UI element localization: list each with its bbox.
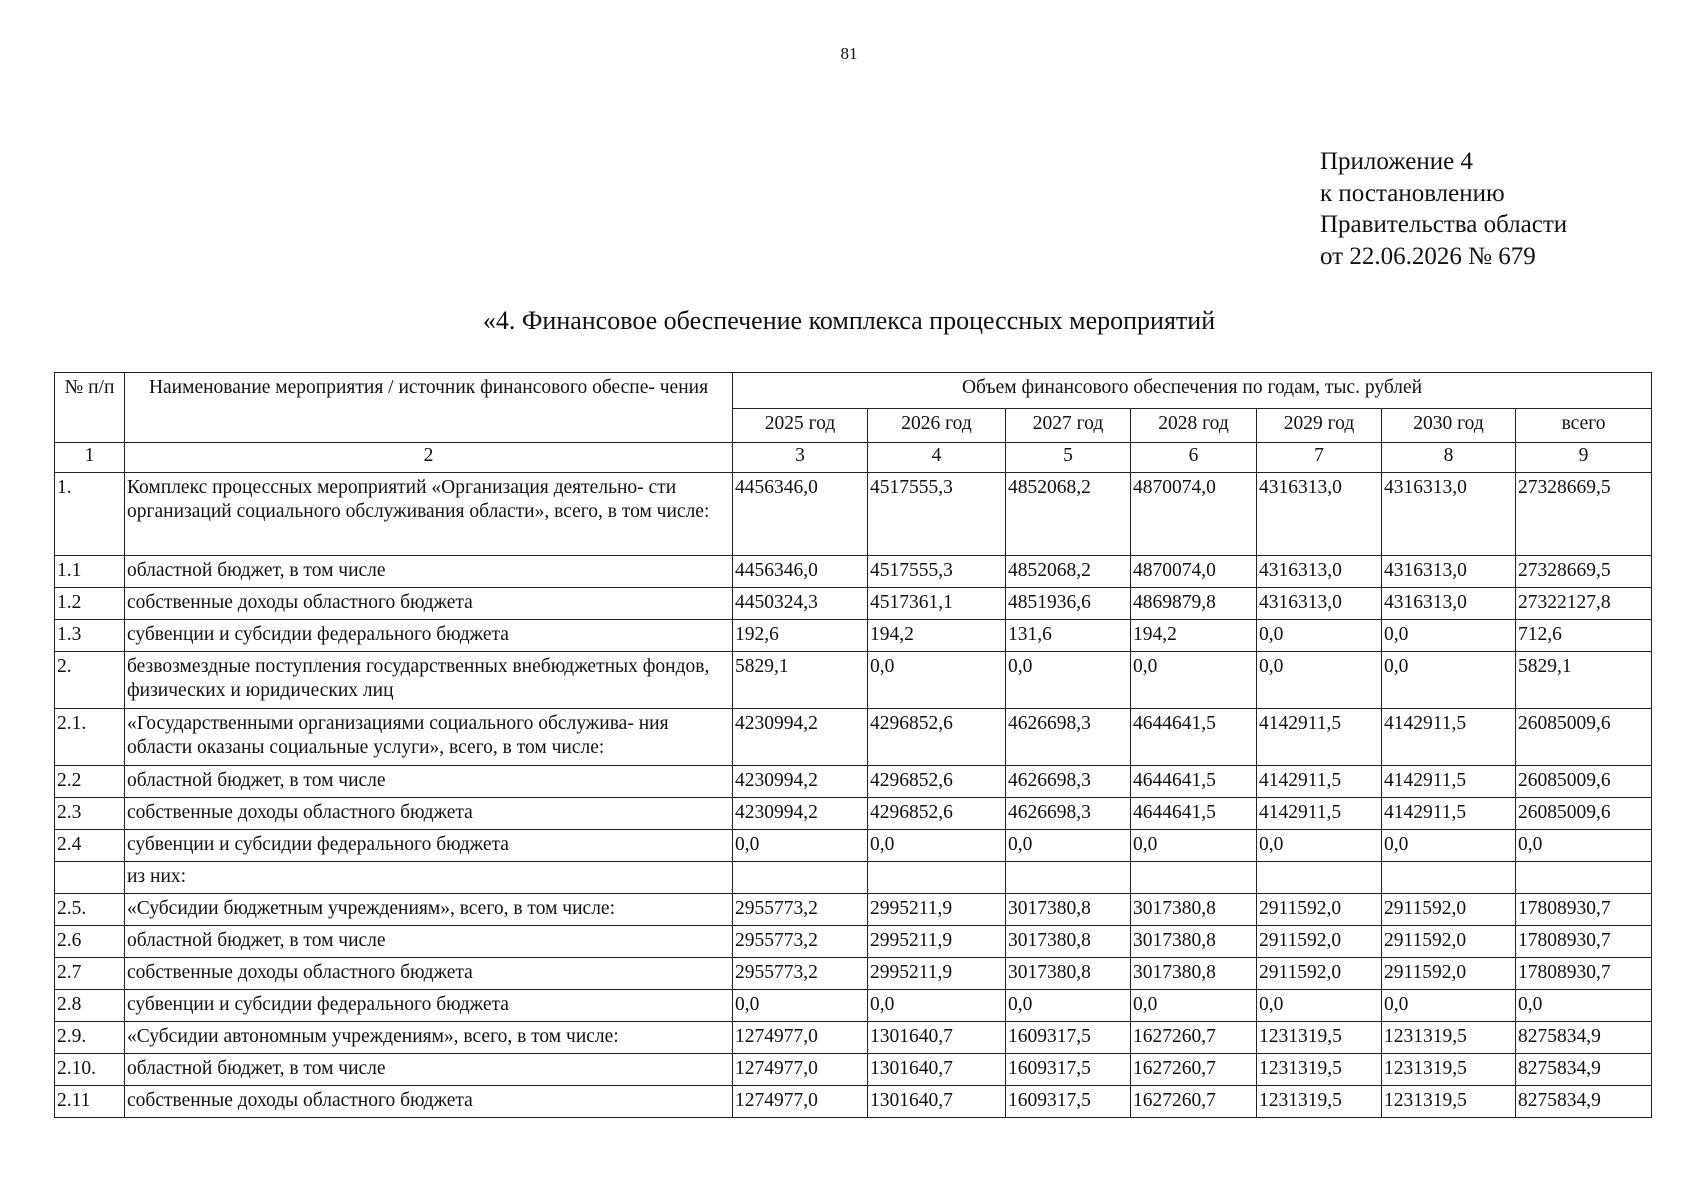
row-value-cell: 0,0 — [1257, 652, 1382, 709]
row-value-cell: 4626698,3 — [1006, 798, 1131, 830]
header-year: 2030 год — [1382, 409, 1516, 443]
row-name-cell: «Субсидии бюджетным учреждениям», всего, в том числе: — [125, 894, 733, 926]
row-value-cell: 4456346,0 — [733, 556, 868, 588]
row-total-cell: 27328669,5 — [1516, 473, 1652, 556]
row-value-cell: 1609317,5 — [1006, 1086, 1131, 1118]
table-row — [55, 1022, 1652, 1054]
row-name-cell: субвенции и субсидии федерального бюджета — [125, 830, 733, 862]
row-value-cell: 4142911,5 — [1382, 766, 1516, 798]
row-value-cell: 3017380,8 — [1006, 894, 1131, 926]
row-value-cell: 1231319,5 — [1382, 1054, 1516, 1086]
row-total-cell: 8275834,9 — [1516, 1022, 1652, 1054]
row-total-cell — [1516, 862, 1652, 894]
row-number-cell: 2.3 — [55, 798, 125, 830]
row-number-cell: 1. — [55, 473, 125, 556]
row-value-cell: 0,0 — [1006, 830, 1131, 862]
header-year: 2029 год — [1257, 409, 1382, 443]
table-row — [55, 894, 1652, 926]
header-total: всего — [1516, 409, 1652, 443]
row-number-cell: 2.11 — [55, 1086, 125, 1118]
row-value-cell: 0,0 — [868, 990, 1006, 1022]
row-number-cell: 2. — [55, 652, 125, 709]
row-value-cell: 2955773,2 — [733, 894, 868, 926]
header-year: 2028 год — [1131, 409, 1257, 443]
row-value-cell: 0,0 — [1257, 620, 1382, 652]
column-number-cell: 7 — [1257, 443, 1382, 473]
row-value-cell: 4626698,3 — [1006, 766, 1131, 798]
row-name-cell: областной бюджет, в том числе — [125, 1054, 733, 1086]
row-value-cell: 2911592,0 — [1257, 894, 1382, 926]
row-name-cell: Комплекс процессных мероприятий «Организация деятельно- сти организаций социального обслуживания области», всего, в том числе: — [125, 473, 733, 556]
row-total-cell: 8275834,9 — [1516, 1086, 1652, 1118]
row-value-cell: 4142911,5 — [1382, 709, 1516, 766]
row-value-cell — [1006, 862, 1131, 894]
row-value-cell: 4316313,0 — [1382, 473, 1516, 556]
row-value-cell: 4316313,0 — [1257, 556, 1382, 588]
row-value-cell — [1382, 862, 1516, 894]
header-num-col: № п/п — [55, 373, 125, 443]
row-value-cell: 4517555,3 — [868, 556, 1006, 588]
table-row — [55, 652, 1652, 709]
row-value-cell: 1231319,5 — [1257, 1054, 1382, 1086]
row-value-cell: 1609317,5 — [1006, 1054, 1131, 1086]
row-value-cell: 4517555,3 — [868, 473, 1006, 556]
row-value-cell: 2911592,0 — [1382, 894, 1516, 926]
appendix-line: Правительства области — [1320, 211, 1568, 238]
row-value-cell: 1274977,0 — [733, 1022, 868, 1054]
row-number-cell: 1.2 — [55, 588, 125, 620]
row-number-cell: 2.10. — [55, 1054, 125, 1086]
row-value-cell: 4870074,0 — [1131, 473, 1257, 556]
row-value-cell: 4296852,6 — [868, 709, 1006, 766]
row-value-cell: 131,6 — [1006, 620, 1131, 652]
column-number-cell: 8 — [1382, 443, 1516, 473]
column-number-row — [55, 443, 1652, 473]
row-value-cell: 2995211,9 — [868, 958, 1006, 990]
column-number-cell: 2 — [125, 443, 733, 473]
row-value-cell: 4852068,2 — [1006, 556, 1131, 588]
row-value-cell: 1301640,7 — [868, 1022, 1006, 1054]
row-number-cell: 2.7 — [55, 958, 125, 990]
row-value-cell: 194,2 — [1131, 620, 1257, 652]
row-value-cell: 4230994,2 — [733, 709, 868, 766]
row-value-cell: 3017380,8 — [1131, 926, 1257, 958]
row-value-cell: 4316313,0 — [1382, 588, 1516, 620]
table-row — [55, 830, 1652, 862]
row-value-cell: 4296852,6 — [868, 766, 1006, 798]
row-name-cell: «Государственными организациями социального обслужива- ния области оказаны социальные услуги», всего, в том числе: — [125, 709, 733, 766]
row-total-cell: 26085009,6 — [1516, 798, 1652, 830]
row-value-cell — [733, 862, 868, 894]
row-value-cell: 0,0 — [1257, 830, 1382, 862]
header-group: Объем финансового обеспечения по годам, тыс. рублей — [733, 373, 1652, 409]
row-value-cell: 2911592,0 — [1382, 926, 1516, 958]
table-row — [55, 709, 1652, 766]
row-total-cell: 0,0 — [1516, 830, 1652, 862]
row-name-cell: субвенции и субсидии федерального бюджета — [125, 620, 733, 652]
row-number-cell: 2.8 — [55, 990, 125, 1022]
row-value-cell — [868, 862, 1006, 894]
table-row — [55, 473, 1652, 556]
row-name-cell: областной бюджет, в том числе — [125, 556, 733, 588]
row-value-cell: 4230994,2 — [733, 766, 868, 798]
row-total-cell: 712,6 — [1516, 620, 1652, 652]
row-value-cell: 4142911,5 — [1257, 766, 1382, 798]
row-number-cell: 2.2 — [55, 766, 125, 798]
appendix-block — [1320, 146, 1567, 272]
row-value-cell: 3017380,8 — [1131, 894, 1257, 926]
row-value-cell: 1231319,5 — [1257, 1022, 1382, 1054]
row-value-cell: 1627260,7 — [1131, 1054, 1257, 1086]
row-value-cell: 1231319,5 — [1382, 1086, 1516, 1118]
row-value-cell: 0,0 — [868, 830, 1006, 862]
row-value-cell: 4626698,3 — [1006, 709, 1131, 766]
table-body — [55, 473, 1652, 1118]
row-value-cell: 2911592,0 — [1257, 926, 1382, 958]
column-number-cell: 3 — [733, 443, 868, 473]
column-number-cell: 6 — [1131, 443, 1257, 473]
row-number-cell: 2.4 — [55, 830, 125, 862]
row-value-cell: 0,0 — [1131, 652, 1257, 709]
row-total-cell: 17808930,7 — [1516, 894, 1652, 926]
row-value-cell: 1627260,7 — [1131, 1086, 1257, 1118]
row-value-cell: 1231319,5 — [1382, 1022, 1516, 1054]
row-value-cell: 2911592,0 — [1257, 958, 1382, 990]
row-value-cell: 4852068,2 — [1006, 473, 1131, 556]
row-name-cell: областной бюджет, в том числе — [125, 766, 733, 798]
row-value-cell: 1274977,0 — [733, 1086, 868, 1118]
row-value-cell: 0,0 — [1006, 652, 1131, 709]
row-name-cell: собственные доходы областного бюджета — [125, 588, 733, 620]
row-total-cell: 17808930,7 — [1516, 926, 1652, 958]
page-number: 81 — [840, 44, 858, 63]
row-number-cell: 1.1 — [55, 556, 125, 588]
row-value-cell: 4142911,5 — [1382, 798, 1516, 830]
table-row — [55, 926, 1652, 958]
appendix-line: Приложение 4 — [1320, 148, 1473, 175]
row-value-cell: 3017380,8 — [1006, 926, 1131, 958]
table-row — [55, 620, 1652, 652]
row-name-cell: субвенции и субсидии федерального бюджета — [125, 990, 733, 1022]
table-row — [55, 862, 1652, 894]
row-total-cell: 0,0 — [1516, 990, 1652, 1022]
row-value-cell: 192,6 — [733, 620, 868, 652]
row-value-cell: 0,0 — [1382, 830, 1516, 862]
appendix-line: к постановлению — [1320, 179, 1505, 207]
row-name-cell: собственные доходы областного бюджета — [125, 798, 733, 830]
row-name-cell: собственные доходы областного бюджета — [125, 958, 733, 990]
row-value-cell: 1301640,7 — [868, 1054, 1006, 1086]
row-name-cell: областной бюджет, в том числе — [125, 926, 733, 958]
row-number-cell: 2.6 — [55, 926, 125, 958]
row-value-cell: 2955773,2 — [733, 958, 868, 990]
row-value-cell: 0,0 — [1257, 990, 1382, 1022]
row-value-cell: 3017380,8 — [1006, 958, 1131, 990]
row-total-cell: 27322127,8 — [1516, 588, 1652, 620]
appendix-line: от 22.06.2026 № 679 — [1320, 242, 1536, 270]
column-number-cell: 4 — [868, 443, 1006, 473]
row-value-cell — [1257, 862, 1382, 894]
row-value-cell: 4316313,0 — [1257, 473, 1382, 556]
row-value-cell: 1301640,7 — [868, 1086, 1006, 1118]
row-number-cell — [55, 862, 125, 894]
row-value-cell: 4517361,1 — [868, 588, 1006, 620]
table-row — [55, 588, 1652, 620]
row-total-cell: 26085009,6 — [1516, 766, 1652, 798]
row-value-cell: 1627260,7 — [1131, 1022, 1257, 1054]
row-value-cell: 4142911,5 — [1257, 798, 1382, 830]
row-number-cell: 2.1. — [55, 709, 125, 766]
table-row — [55, 766, 1652, 798]
row-name-cell: «Субсидии автономным учреждениям», всего, в том числе: — [125, 1022, 733, 1054]
row-value-cell: 1274977,0 — [733, 1054, 868, 1086]
row-value-cell: 2995211,9 — [868, 894, 1006, 926]
row-value-cell: 4869879,8 — [1131, 588, 1257, 620]
financing-table — [54, 372, 1652, 1118]
table-row — [55, 1054, 1652, 1086]
row-name-cell: из них: — [125, 862, 733, 894]
row-name-cell: собственные доходы областного бюджета — [125, 1086, 733, 1118]
row-value-cell: 4644641,5 — [1131, 798, 1257, 830]
document-title: «4. Финансовое обеспечение комплекса процессных мероприятий — [482, 306, 1216, 335]
column-number-cell: 9 — [1516, 443, 1652, 473]
row-name-cell: безвозмездные поступления государственных внебюджетных фондов, физических и юридических лиц — [125, 652, 733, 709]
row-value-cell: 0,0 — [1382, 620, 1516, 652]
row-total-cell: 26085009,6 — [1516, 709, 1652, 766]
row-value-cell: 4450324,3 — [733, 588, 868, 620]
row-value-cell: 1609317,5 — [1006, 1022, 1131, 1054]
row-value-cell: 4644641,5 — [1131, 766, 1257, 798]
row-total-cell: 5829,1 — [1516, 652, 1652, 709]
column-number-cell: 5 — [1006, 443, 1131, 473]
row-value-cell: 0,0 — [733, 990, 868, 1022]
row-number-cell: 1.3 — [55, 620, 125, 652]
header-year: 2026 год — [868, 409, 1006, 443]
row-total-cell: 8275834,9 — [1516, 1054, 1652, 1086]
row-value-cell: 2955773,2 — [733, 926, 868, 958]
row-total-cell: 17808930,7 — [1516, 958, 1652, 990]
row-value-cell: 4870074,0 — [1131, 556, 1257, 588]
row-value-cell: 4142911,5 — [1257, 709, 1382, 766]
header-name-col: Наименование мероприятия / источник финансового обеспе- чения — [125, 373, 733, 443]
row-value-cell: 0,0 — [1382, 990, 1516, 1022]
row-value-cell: 0,0 — [868, 652, 1006, 709]
header-year: 2025 год — [733, 409, 868, 443]
table-row — [55, 990, 1652, 1022]
row-value-cell: 3017380,8 — [1131, 958, 1257, 990]
table-row — [55, 798, 1652, 830]
table-row — [55, 556, 1652, 588]
row-value-cell: 4230994,2 — [733, 798, 868, 830]
row-value-cell: 0,0 — [1382, 652, 1516, 709]
row-value-cell: 2995211,9 — [868, 926, 1006, 958]
table-row — [55, 1086, 1652, 1118]
column-number-cell: 1 — [55, 443, 125, 473]
row-value-cell: 0,0 — [733, 830, 868, 862]
row-value-cell: 4316313,0 — [1257, 588, 1382, 620]
row-value-cell: 4296852,6 — [868, 798, 1006, 830]
row-value-cell: 4456346,0 — [733, 473, 868, 556]
row-value-cell: 0,0 — [1131, 990, 1257, 1022]
row-value-cell: 1231319,5 — [1257, 1086, 1382, 1118]
row-value-cell: 4851936,6 — [1006, 588, 1131, 620]
row-value-cell: 4316313,0 — [1382, 556, 1516, 588]
row-value-cell: 194,2 — [868, 620, 1006, 652]
row-total-cell: 27328669,5 — [1516, 556, 1652, 588]
table-row — [55, 958, 1652, 990]
row-value-cell: 5829,1 — [733, 652, 868, 709]
row-value-cell: 2911592,0 — [1382, 958, 1516, 990]
row-value-cell: 4644641,5 — [1131, 709, 1257, 766]
row-value-cell — [1131, 862, 1257, 894]
header-year: 2027 год — [1006, 409, 1131, 443]
row-number-cell: 2.9. — [55, 1022, 125, 1054]
row-number-cell: 2.5. — [55, 894, 125, 926]
row-value-cell: 0,0 — [1006, 990, 1131, 1022]
row-value-cell: 0,0 — [1131, 830, 1257, 862]
